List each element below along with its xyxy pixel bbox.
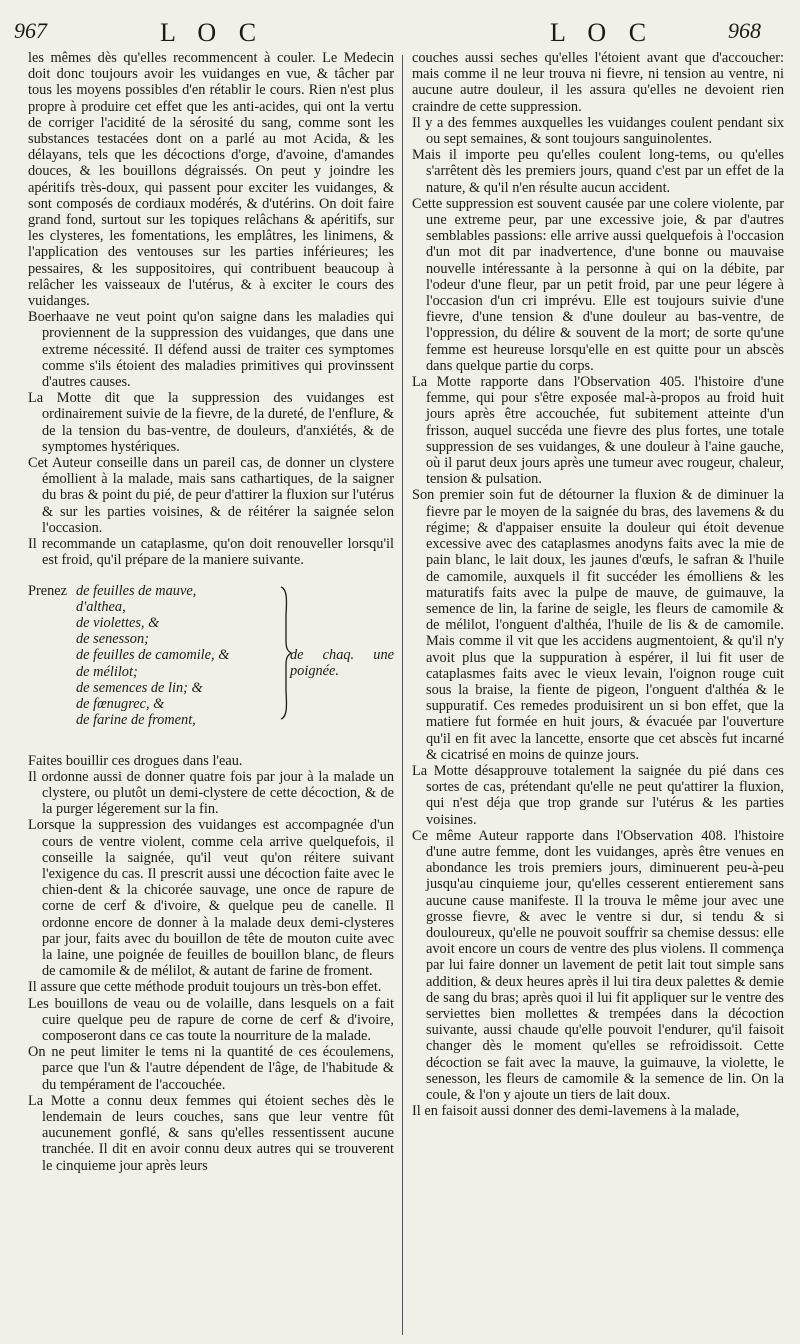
left-column <box>28 50 394 1174</box>
recipe-block <box>28 583 394 743</box>
paragraph: Il recommande un cataplasme, qu'on doit renouveller lorsqu'il est froid, qu'il prépare de la maniere suivante. <box>28 536 394 569</box>
recipe-ingredient: de senesson; <box>76 631 149 648</box>
paragraph: Cette suppression est souvent causée par une colere violente, par une extreme peur, par une excessive joie, & par d'autres semblables passions: elle arrive aussi quelquefois à l'occasion d'un mot dit par inadvertence, d'une bonne ou mauvaise nouvelle intéressante à la personne à qui on la débite, par l'odeur d'une fleur, par un petit froid, par une peur légere à l'occasion d'un cri imprévu. Elle est toujours suivie d'une fievre, d'une tension & d'une douleur au bas-ventre, de l'oppression, du délire & souvent de la mort; de sorte qu'une femme est heureuse lorsqu'elle en est quitte pour un abscès dans quelque partie du corps. <box>412 195 784 374</box>
recipe-dose: de chaq. une poignée. <box>290 646 394 679</box>
paragraph: Les bouillons de veau ou de volaille, dans lesquels on a fait cuire quelque peu de rapure de corne de cerf & d'ivoire, composeront dans ce cas toute la nourriture de la malade. <box>28 995 394 1044</box>
recipe-instruction: Faites bouillir ces drogues dans l'eau. <box>28 752 243 769</box>
recipe-ingredients <box>76 583 229 729</box>
left-running-title: L O C <box>160 18 265 47</box>
paragraph: On ne peut limiter le tems ni la quantité de ces écoulemens, parce que l'un & l'autre dépendent de l'âge, de l'habitude & du tempérament de l'accouchée. <box>28 1044 394 1093</box>
recipe-ingredient: de feuilles de camomile, & <box>76 647 230 664</box>
recipe-ingredient: de farine de froment, <box>76 712 196 729</box>
recipe-ingredient: d'althea, <box>76 598 126 615</box>
recipe-ingredient: de fœnugrec, & <box>76 695 165 712</box>
paragraph: Cet Auteur conseille dans un pareil cas, de donner un clystere émollient à la malade, mais sans cathartiques, de la saigner du bras & point du pié, de peur d'attirer la fluxion sur l'utérus & sur les parties voisines, & de réitérer la saignée selon l'occasion. <box>28 455 394 536</box>
paragraph: Il y a des femmes auxquelles les vuidanges coulent pendant six ou sept semaines, & sont toujours sanguinolentes. <box>412 114 784 148</box>
paragraph: Son premier soin fut de détourner la fluxion & de diminuer la fievre par le moyen de la saignée du bras, des lavemens & du régime; & d'appaiser ensuite la douleur qui étoit devenue excessive avec des cataplasmes anodyns faits avec la mie de pain blanc, le lait doux, les jaunes d'œufs, le safran & l'huile de camomile, auxquels il fit succéder les émolliens & les maturatifs faits avec la pulpe de mauve, de guimauve, la semence de lin, la farine de seigle, les fleurs de camomile & de mélilot, l'onguent d'althéa, l'huile de lis & de camomile. Mais comme il vit que les accidens augmentoient, & qu'il n'y avoit plus que la suppuration à espérer, il lui fit user de cataplasmes faits avec le vieux levain, l'oignon rouge cuit sous la braise, la fiente de pigeon, l'onguent d'althéa & le suppuratif. Ces remedes produisirent un si bon effet, que la matiere fut formée en huit jours, & évacuée par l'ouverture qu'il en fit avec la lancette, ensorte que cet abscès fut incarné & cicatrisé en moins de quinze jours. <box>412 487 784 763</box>
recipe-prenez: Prenez <box>28 582 68 599</box>
right-page-number: 968 <box>728 18 761 43</box>
paragraph: La Motte a connu deux femmes qui étoient seches dès le lendemain de leurs couches, sans que leur ventre fût aucunement gonflé, & sans qu'elles ressentissent aucune tranchée. Il dit en avoir connu deux autres qui se trouverent le cinquieme jour après leurs <box>28 1092 394 1174</box>
paragraph: les mêmes dès qu'elles recommencent à couler. Le Medecin doit donc toujours avoir les vuidanges en vue, & tâcher par tous les moyens possibles d'en rétablir le cours. Rien n'est plus propre à produire cet effet que les anti-acides, qui ont la vertu de corriger l'acidité de la sérosité du sang, comme sont les substances testacées dont on a parlé au mot Acida, & les délayans, tels que les décoctions d'orge, d'avoine, d'amandes douces, & les bouillons dégraissés. On peut y joindre les apéritifs très-doux, qui passent pour exciter les vuidanges, & sont composés de cordiaux modérés, & d'utérins. On doit faire grand fond, surtout sur les topiques relâchans & apéritifs, sur les clysteres, les fomentations, les emplâtres, les linimens, & l'application des ventouses sur les parties inférieures; les pessaires, & les suppositoires, qui contribuent beaucoup à relâcher les vaisseaux de l'utérus, & à exciter le cours des vuidanges. <box>28 50 394 310</box>
paragraph: couches aussi seches qu'elles l'étoient avant que d'accoucher: mais comme il ne leur trouva ni fievre, ni tension au ventre, ni aucune autre douleur, il les assura qu'elles ne devoient rien craindre de cette suppression. <box>412 50 784 115</box>
right-column <box>412 50 784 1119</box>
paragraph: Mais il importe peu qu'elles coulent long-tems, ou qu'elles s'arrêtent dès les premiers jours, quand c'est par un effet de la nature, & qu'il n'en résulte aucun accident. <box>412 147 784 196</box>
paragraph: Il assure que cette méthode produit toujours un très-bon effet. <box>28 979 382 996</box>
paragraph: La Motte dit que la suppression des vuidanges est ordinairement suivie de la fievre, de la dureté, de l'enflure, & de la tension du bas-ventre, de douleurs, d'anxiétés, & de symptomes hystériques. <box>28 390 394 455</box>
recipe-ingredient: de semences de lin; & <box>76 679 203 696</box>
left-page-number: 967 <box>14 18 47 43</box>
recipe-ingredient: de violettes, & <box>76 614 160 631</box>
paragraph: Lorsque la suppression des vuidanges est accompagnée d'un cours de ventre violent, comme cela arrive quelquefois, il conseille la saignée, qu'il veut qu'on réitere suivant l'exigence du cas. Il prescrit aussi une décoction faite avec le chien-dent & la chicorée sauvage, une once de rapure de corne de cerf & d'ivoire, & quelque peu de canelle. Il ordonne encore de donner à la malade deux demi-clysteres par jour, faits avec du bouillon de tête de mouton cuite avec la laine, une poignée de feuilles de bouillon blanc, de fleurs de camomile & de mélilot, & autant de farine de froment. <box>28 817 394 980</box>
paragraph: Boerhaave ne veut point qu'on saigne dans les maladies qui proviennent de la suppression des vuidanges, que dans une extreme nécessité. Il défend aussi de traiter ces symptomes comme s'ils étoient des maladies primitives qui provinssent d'autres causes. <box>28 309 394 391</box>
recipe-ingredient: de mélilot; <box>76 663 138 680</box>
column-divider <box>402 55 403 1335</box>
paragraph: Ce même Auteur rapporte dans l'Observation 408. l'histoire d'une autre femme, dont les vuidanges, après être venues en abondance les trois premiers jours, diminuerent peu-à-peu jusqu'au cinquieme jour, qu'elles cesserent entierement sans aucune cause manifeste. Il la trouva le même jour avec une grosse fievre, & avec le ventre si dur, si tendu & si douloureux, qu'elle ne pouvoit souffrir sa chemise dessus: elle avoit encore un cours de ventre des plus violens. Il commença par lui faire donner un lavement de petit lait tout simple sans addition, & deux heures après il lui tira deux palettes & demie de sang du bras; après quoi il lui fit appliquer sur le ventre des serviettes bien mollettes & trempées dans la décoction suivante, aussi chaude qu'elle pouvoit l'endurer, qu'il faisoit changer dès le moment qu'elles se refroidissoit. Cette décoction se fait avec la mauve, la guimauve, la violette, le senesson, les fleurs de camomile & la semence de lin. On la coule, & l'on y ajoute un tiers de lait doux. <box>412 827 784 1103</box>
recipe-ingredient: de feuilles de mauve, <box>76 582 197 599</box>
paragraph: La Motte désapprouve totalement la saignée du pié dans ces sortes de cas, prétendant qu'elle ne peut qu'attirer la fluxion, qui n'est déja que trop grande sur l'utérus & les parties voisines. <box>412 762 784 828</box>
paragraph: La Motte rapporte dans l'Observation 405. l'histoire d'une femme, qui pour s'être exposée mal-à-propos au froid huit jours après être accouchée, fut subitement atteinte d'un frisson, auquel succéda une fievre des plus fortes, une totale suppression de ses vuidanges, & une douleur à l'aine gauche, où il parut deux jours après une tumeur avec rougeur, chaleur, tension & pulsation. <box>412 374 784 488</box>
right-running-title: L O C <box>550 18 655 47</box>
paragraph: Il ordonne aussi de donner quatre fois par jour à la malade un clystere, ou plutôt un demi-clystere de cette décoction, & de la purger légerement sur la fin. <box>28 768 394 818</box>
paragraph: Il en faisoit aussi donner des demi-lavemens à la malade, <box>412 1103 740 1120</box>
